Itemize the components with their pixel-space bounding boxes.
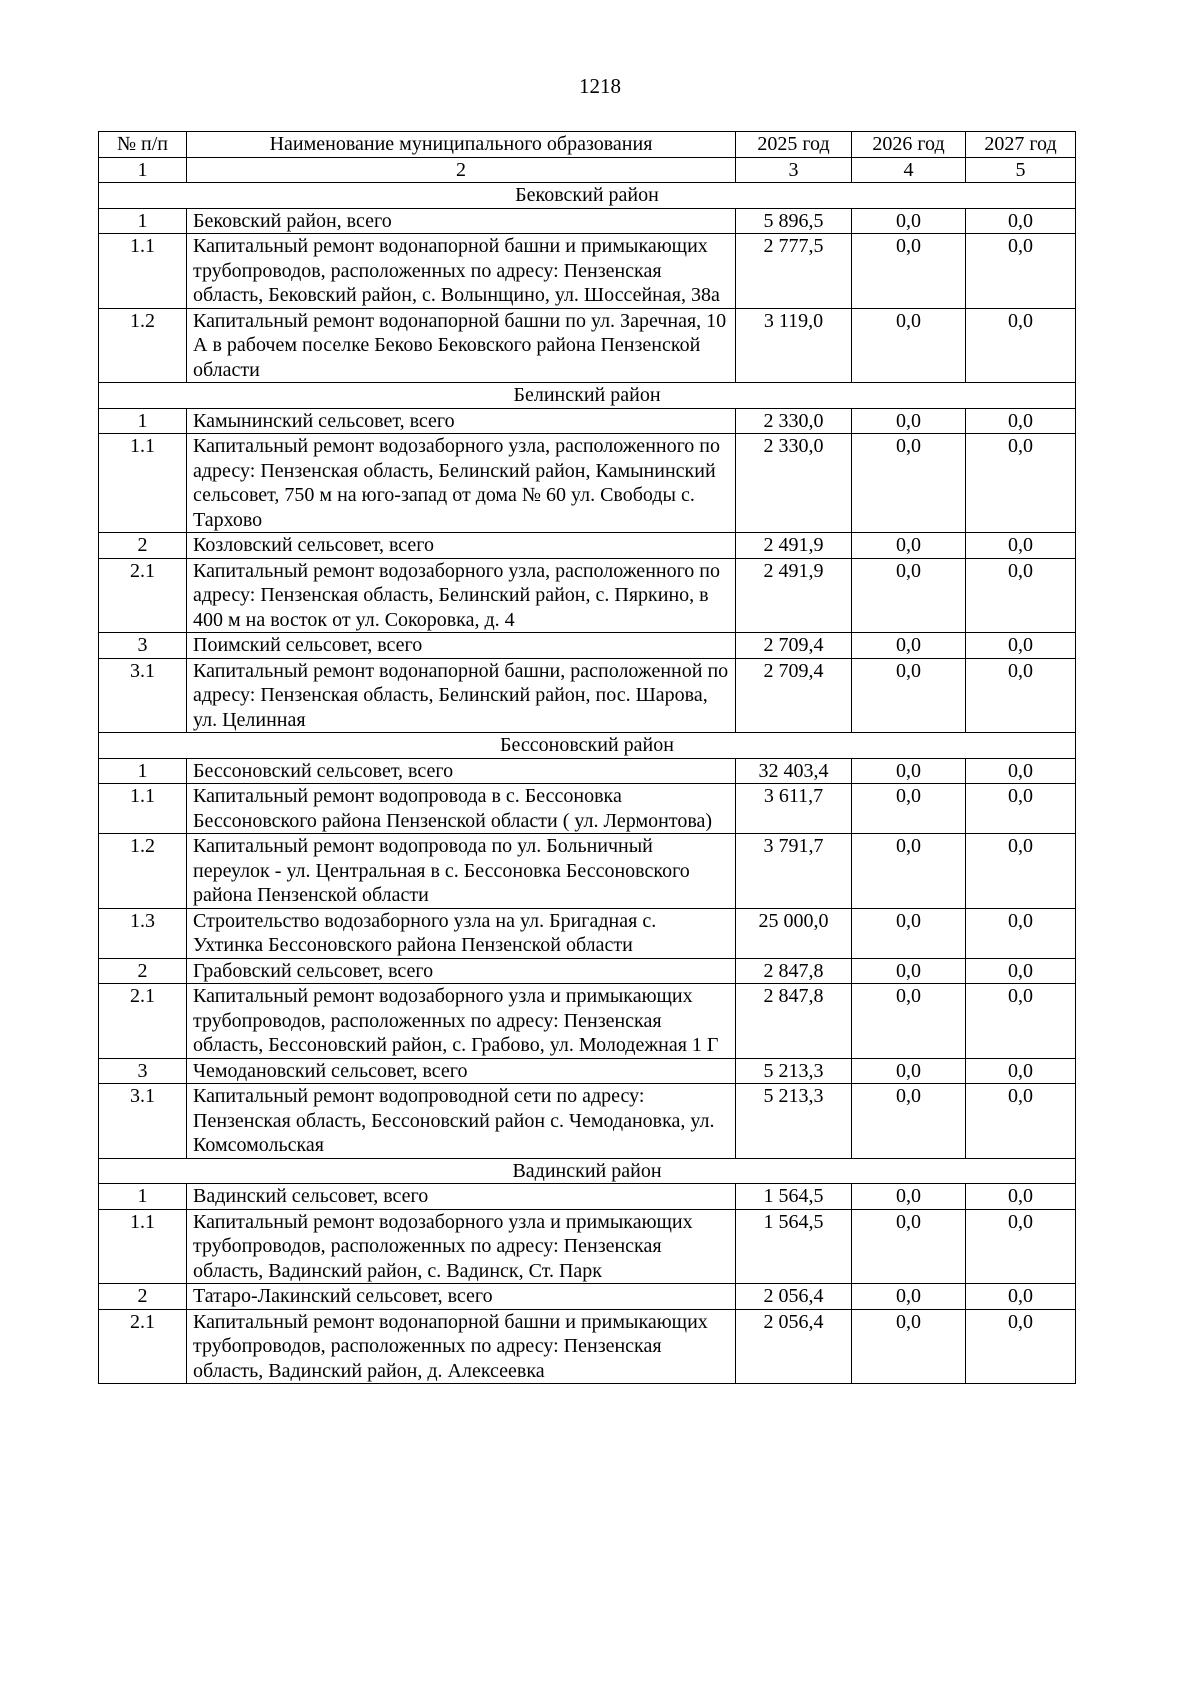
value-2025: 1 564,5 (736, 1184, 852, 1210)
value-2025: 2 056,4 (736, 1284, 852, 1310)
value-2026: 0,0 (852, 1309, 966, 1384)
row-name: Капитальный ремонт водопровода по ул. Больничный переулок - ул. Центральная в с. Бессоновка Бессоновского района Пензенской области (187, 834, 736, 909)
value-2027: 0,0 (966, 1209, 1076, 1284)
value-2026: 0,0 (852, 408, 966, 434)
value-2026: 0,0 (852, 1284, 966, 1310)
value-2027: 0,0 (966, 834, 1076, 909)
row-number: 2 (99, 533, 187, 559)
row-number: 1 (99, 758, 187, 784)
row-name: Капитальный ремонт водозаборного узла, расположенного по адресу: Пензенская область, Белинский район, Камынинский сельсовет, 750 м на юго-запад от дома № 60 ул. Свободы с. Тархово (187, 434, 736, 533)
value-2026: 0,0 (852, 434, 966, 533)
value-2026: 0,0 (852, 984, 966, 1059)
value-2026: 0,0 (852, 958, 966, 984)
index-cell: 1 (99, 157, 187, 183)
table-row (99, 434, 1076, 533)
row-number: 3.1 (99, 658, 187, 733)
row-name: Камынинский сельсовет, всего (187, 408, 736, 434)
table-row (99, 558, 1076, 633)
row-number: 1.1 (99, 1209, 187, 1284)
row-name: Капитальный ремонт водозаборного узла и примыкающих трубопроводов, расположенных по адресу: Пензенская область, Вадинский район, с. Вадинск, Ст. Парк (187, 1209, 736, 1284)
value-2027: 0,0 (966, 633, 1076, 659)
district-name: Белинский район (99, 383, 1076, 409)
table-row (99, 784, 1076, 834)
row-name: Капитальный ремонт водонапорной башни и примыкающих трубопроводов, расположенных по адресу: Пензенская область, Бековский район, с. Волынщино, ул. Шоссейная, 38а (187, 234, 736, 309)
row-number: 1 (99, 408, 187, 434)
value-2026: 0,0 (852, 208, 966, 234)
table-row (99, 1084, 1076, 1159)
row-name: Козловский сельсовет, всего (187, 533, 736, 559)
value-2026: 0,0 (852, 1084, 966, 1159)
value-2026: 0,0 (852, 308, 966, 383)
row-number: 3 (99, 1058, 187, 1084)
value-2027: 0,0 (966, 1084, 1076, 1159)
district-row (99, 733, 1076, 759)
district-name: Бессоновский район (99, 733, 1076, 759)
row-name: Капитальный ремонт водопровода в с. Бессоновка Бессоновского района Пензенской области ( ул. Лермонтова) (187, 784, 736, 834)
table-row (99, 908, 1076, 958)
value-2025: 2 491,9 (736, 558, 852, 633)
table-row (99, 834, 1076, 909)
value-2025: 5 213,3 (736, 1084, 852, 1159)
table-row (99, 234, 1076, 309)
table-row (99, 208, 1076, 234)
value-2025: 3 119,0 (736, 308, 852, 383)
value-2027: 0,0 (966, 784, 1076, 834)
value-2025: 3 791,7 (736, 834, 852, 909)
value-2025: 5 896,5 (736, 208, 852, 234)
value-2025: 5 213,3 (736, 1058, 852, 1084)
value-2027: 0,0 (966, 1184, 1076, 1210)
value-2027: 0,0 (966, 1284, 1076, 1310)
row-name: Капитальный ремонт водопроводной сети по адресу: Пензенская область, Бессоновский район с. Чемодановка, ул. Комсомольская (187, 1084, 736, 1159)
row-name: Бессоновский сельсовет, всего (187, 758, 736, 784)
table-row (99, 658, 1076, 733)
header-2026: 2026 год (852, 132, 966, 158)
value-2027: 0,0 (966, 234, 1076, 309)
value-2026: 0,0 (852, 1209, 966, 1284)
district-row (99, 1158, 1076, 1184)
value-2027: 0,0 (966, 1309, 1076, 1384)
value-2026: 0,0 (852, 784, 966, 834)
table-row (99, 408, 1076, 434)
value-2026: 0,0 (852, 758, 966, 784)
value-2025: 32 403,4 (736, 758, 852, 784)
value-2027: 0,0 (966, 1058, 1076, 1084)
row-name: Бековский район, всего (187, 208, 736, 234)
header-2027: 2027 год (966, 132, 1076, 158)
value-2025: 2 847,8 (736, 984, 852, 1059)
header-2025: 2025 год (736, 132, 852, 158)
value-2027: 0,0 (966, 908, 1076, 958)
table-row (99, 633, 1076, 659)
row-number: 1.3 (99, 908, 187, 958)
value-2025: 2 491,9 (736, 533, 852, 559)
value-2025: 1 564,5 (736, 1209, 852, 1284)
value-2027: 0,0 (966, 658, 1076, 733)
row-name: Чемодановский сельсовет, всего (187, 1058, 736, 1084)
district-row (99, 183, 1076, 209)
value-2026: 0,0 (852, 234, 966, 309)
row-number: 3.1 (99, 1084, 187, 1159)
value-2025: 2 330,0 (736, 408, 852, 434)
index-cell: 3 (736, 157, 852, 183)
value-2025: 2 709,4 (736, 658, 852, 733)
value-2025: 2 056,4 (736, 1309, 852, 1384)
row-number: 1.2 (99, 308, 187, 383)
table-body (99, 183, 1076, 1384)
index-cell: 4 (852, 157, 966, 183)
index-cell: 2 (187, 157, 736, 183)
value-2027: 0,0 (966, 408, 1076, 434)
row-number: 2.1 (99, 558, 187, 633)
district-name: Бековский район (99, 183, 1076, 209)
row-number: 1 (99, 1184, 187, 1210)
row-name: Капитальный ремонт водонапорной башни по ул. Заречная, 10 А в рабочем поселке Беково Бековского района Пензенской области (187, 308, 736, 383)
value-2025: 3 611,7 (736, 784, 852, 834)
header-num: № п/п (99, 132, 187, 158)
row-name: Татаро-Лакинский сельсовет, всего (187, 1284, 736, 1310)
header-name: Наименование муниципального образования (187, 132, 736, 158)
district-name: Вадинский район (99, 1158, 1076, 1184)
table-row (99, 984, 1076, 1059)
value-2026: 0,0 (852, 558, 966, 633)
value-2027: 0,0 (966, 434, 1076, 533)
table-row (99, 1284, 1076, 1310)
page-number: 1218 (579, 74, 621, 98)
row-name: Вадинский сельсовет, всего (187, 1184, 736, 1210)
value-2025: 2 709,4 (736, 633, 852, 659)
row-name: Строительство водозаборного узла на ул. Бригадная с. Ухтинка Бессоновского района Пензенской области (187, 908, 736, 958)
row-name: Капитальный ремонт водонапорной башни, расположенной по адресу: Пензенская область, Белинский район, пос. Шарова, ул. Целинная (187, 658, 736, 733)
table-row (99, 1184, 1076, 1210)
table-row (99, 1209, 1076, 1284)
value-2025: 25 000,0 (736, 908, 852, 958)
row-number: 2.1 (99, 1309, 187, 1384)
table-index-row (99, 157, 1076, 183)
row-number: 1.1 (99, 434, 187, 533)
district-row (99, 383, 1076, 409)
value-2027: 0,0 (966, 308, 1076, 383)
value-2027: 0,0 (966, 208, 1076, 234)
value-2027: 0,0 (966, 984, 1076, 1059)
row-number: 1.2 (99, 834, 187, 909)
row-number: 1.1 (99, 784, 187, 834)
row-number: 1.1 (99, 234, 187, 309)
row-number: 2.1 (99, 984, 187, 1059)
value-2025: 2 330,0 (736, 434, 852, 533)
row-number: 3 (99, 633, 187, 659)
table-row (99, 1058, 1076, 1084)
value-2026: 0,0 (852, 533, 966, 559)
value-2027: 0,0 (966, 758, 1076, 784)
value-2027: 0,0 (966, 958, 1076, 984)
row-name: Капитальный ремонт водозаборного узла, расположенного по адресу: Пензенская область, Белинский район, с. Пяркино, в 400 м на восток от ул. Сокоровка, д. 4 (187, 558, 736, 633)
table-row (99, 1309, 1076, 1384)
value-2027: 0,0 (966, 533, 1076, 559)
value-2025: 2 777,5 (736, 234, 852, 309)
row-name: Поимский сельсовет, всего (187, 633, 736, 659)
table-row (99, 308, 1076, 383)
value-2026: 0,0 (852, 908, 966, 958)
value-2027: 0,0 (966, 558, 1076, 633)
row-number: 2 (99, 958, 187, 984)
value-2025: 2 847,8 (736, 958, 852, 984)
value-2026: 0,0 (852, 658, 966, 733)
row-name: Капитальный ремонт водозаборного узла и примыкающих трубопроводов, расположенных по адресу: Пензенская область, Бессоновский район, с. Грабово, ул. Молодежная 1 Г (187, 984, 736, 1059)
value-2026: 0,0 (852, 1058, 966, 1084)
value-2026: 0,0 (852, 1184, 966, 1210)
index-cell: 5 (966, 157, 1076, 183)
row-number: 2 (99, 1284, 187, 1310)
table-row (99, 958, 1076, 984)
value-2026: 0,0 (852, 633, 966, 659)
funding-table (98, 131, 1076, 1384)
row-name: Капитальный ремонт водонапорной башни и примыкающих трубопроводов, расположенных по адресу: Пензенская область, Вадинский район, д. Алексеевка (187, 1309, 736, 1384)
table-row (99, 533, 1076, 559)
table-header-row (99, 132, 1076, 158)
value-2026: 0,0 (852, 834, 966, 909)
row-number: 1 (99, 208, 187, 234)
table-row (99, 758, 1076, 784)
row-name: Грабовский сельсовет, всего (187, 958, 736, 984)
